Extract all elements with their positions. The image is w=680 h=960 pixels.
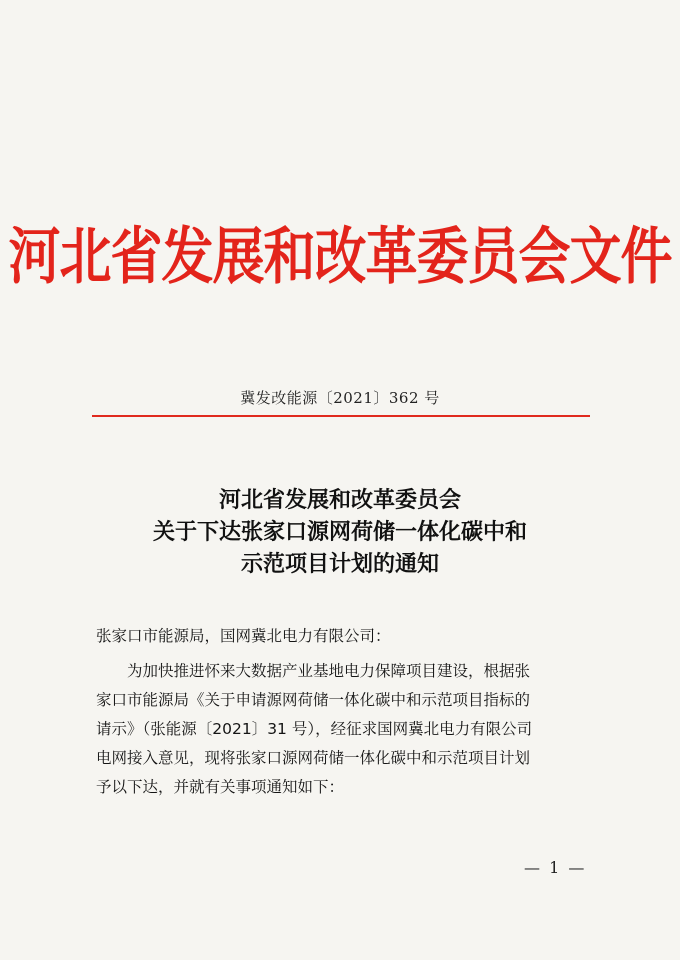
body-paragraph <box>96 657 596 802</box>
notice-title-line-2: 关于下达张家口源网荷储一体化碳中和 <box>152 519 527 545</box>
notice-title-line-1: 河北省发展和改革委员会 <box>218 487 461 513</box>
body-line-5: 予以下达，并就有关事项通知如下： <box>96 778 345 796</box>
document-number: 冀发改能源〔2021〕362 号 <box>240 389 440 407</box>
page-number: — 1 — <box>524 858 587 877</box>
body-line-3: 请示》（张能源〔2021〕31 号），经征求国网冀北电力有限公司 <box>96 720 533 738</box>
body-line-4: 电网接入意见，现将张家口源网荷储一体化碳中和示范项目计划 <box>96 749 531 767</box>
body-line-1: 为加快推进怀来大数据产业基地电力保障项目建设，根据张 <box>96 662 531 680</box>
notice-title-line-3: 示范项目计划的通知 <box>240 551 439 577</box>
recipients-line: 张家口市能源局，国网冀北电力有限公司： <box>96 627 391 645</box>
notice-title <box>0 484 680 580</box>
document-header-title: 河北省发展和改革委员会文件 <box>8 222 672 293</box>
body-line-2: 家口市能源局《关于申请源网荷储一体化碳中和示范项目指标的 <box>96 691 531 709</box>
red-divider-line <box>92 415 590 417</box>
